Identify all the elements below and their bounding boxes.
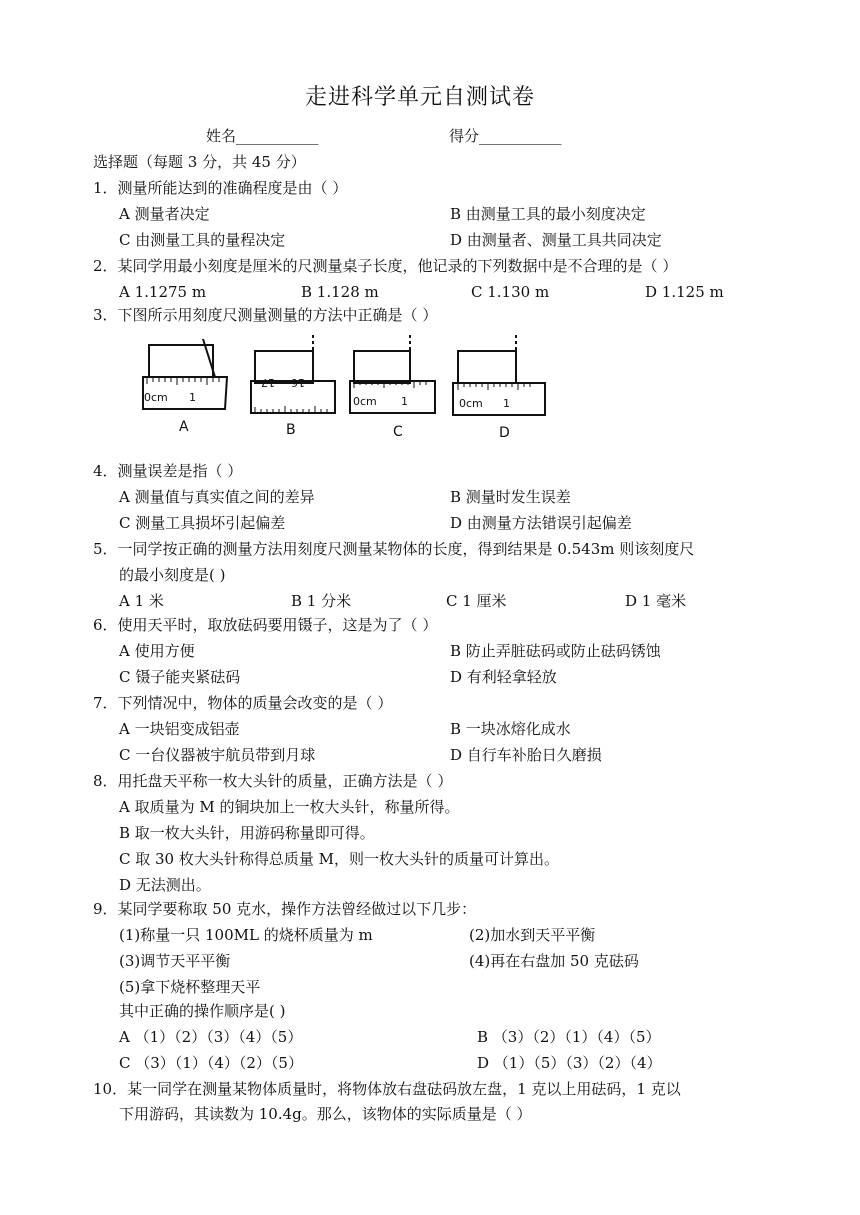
figure-label-a: A: [179, 419, 189, 435]
q1-option-c: C 由测量工具的量程决定: [119, 231, 286, 249]
q7-option-b: B 一块冰熔化成水: [450, 720, 571, 738]
q9-step-2: (2)加水到天平平衡: [469, 926, 596, 944]
question-5-stem-cont: 的最小刻度是( ): [119, 566, 226, 584]
q2-option-d: D 1.125 m: [645, 283, 724, 301]
figure-d-zero-label: 0cm: [459, 397, 483, 410]
question-6-stem: 6．使用天平时，取放砝码要用镊子，这是为了（ ）: [93, 616, 438, 634]
q4-option-c: C 测量工具损坏引起偏差: [119, 514, 286, 532]
q1-option-a: A 测量者决定: [119, 205, 210, 223]
q4-option-a: A 测量值与真实值之间的差异: [119, 488, 315, 506]
figure-a-one-label: 1: [189, 391, 196, 404]
q4-option-d: D 由测量方法错误引起偏差: [450, 514, 632, 532]
q8-option-d: D 无法测出。: [119, 876, 211, 894]
q6-option-b: B 防止弄脏砝码或防止砝码锈蚀: [450, 642, 661, 660]
question-8-stem: 8．用托盘天平称一枚大头针的质量，正确方法是（ ）: [93, 772, 453, 790]
q4-option-b: B 测量时发生误差: [450, 488, 571, 506]
figure-label-d: D: [499, 425, 510, 441]
q9-option-d: D （1）（5）（3）（2）（4）: [477, 1054, 662, 1072]
q9-step-5: (5)拿下烧杯整理天平: [119, 978, 261, 996]
question-10-stem-cont: 下用游码，其读数为 10.4g。那么，该物体的实际质量是（ ）: [119, 1105, 532, 1123]
figure-c-zero-label: 0cm: [353, 395, 377, 408]
q2-option-a: A 1.1275 m: [119, 283, 207, 301]
figure-b-seventeen-label: 17: [261, 376, 275, 389]
q7-option-d: D 自行车补胎日久磨损: [450, 746, 602, 764]
q8-option-c: C 取 30 枚大头针称得总质量 M，则一枚大头针的质量可计算出。: [119, 850, 559, 868]
q7-option-c: C 一台仪器被宇航员带到月球: [119, 746, 316, 764]
figure-d-one-label: 1: [503, 397, 510, 410]
q2-option-b: B 1.128 m: [301, 283, 379, 301]
q9-order-prompt: 其中正确的操作顺序是( ): [119, 1002, 286, 1020]
figure-c-one-label: 1: [401, 395, 408, 408]
q6-option-d: D 有利轻拿轻放: [450, 668, 557, 686]
figure-d-object: [458, 351, 516, 383]
q5-option-d: D 1 毫米: [625, 592, 687, 610]
question-9-stem: 9．某同学要称取 50 克水，操作方法曾经做过以下几步：: [93, 900, 477, 918]
question-1-stem: 1．测量所能达到的准确程度是由（ ）: [93, 179, 348, 197]
q5-option-c: C 1 厘米: [446, 592, 507, 610]
figure-b-sixteen-label: 16: [291, 376, 305, 389]
figure-c-object: [354, 351, 410, 383]
section-heading: 选择题（每题 3 分，共 45 分）: [93, 153, 306, 171]
figure-a-object: [149, 345, 213, 377]
figure-label-b: B: [286, 422, 296, 438]
q9-option-b: B （3）（2）（1）（4）（5）: [477, 1028, 661, 1046]
name-field-label: 姓名___________: [206, 127, 319, 145]
question-4-stem: 4．测量误差是指（ ）: [93, 462, 243, 480]
question-10-stem: 10．某一同学在测量某物体质量时，将物体放右盘砝码放左盘，1 克以上用砝码，1 克以: [93, 1080, 681, 1098]
q7-option-a: A 一块铝变成铝壶: [119, 720, 240, 738]
q9-option-c: C （3）（1）（4）（2）（5）: [119, 1054, 303, 1072]
question-5-stem: 5．一同学按正确的测量方法用刻度尺测量某物体的长度，得到结果是 0.543m 则该刻度尺: [93, 540, 695, 558]
q9-step-4: (4)再在右盘加 50 克砝码: [469, 952, 639, 970]
q2-option-c: C 1.130 m: [471, 283, 550, 301]
q6-option-a: A 使用方便: [119, 642, 195, 660]
figure-label-c: C: [393, 424, 403, 440]
page-title: 走进科学单元自测试卷: [305, 85, 536, 110]
q9-step-1: (1)称量一只 100ML 的烧杯质量为 m: [119, 926, 373, 944]
question-2-stem: 2．某同学用最小刻度是厘米的尺测量桌子长度，他记录的下列数据中是不合理的是（ ）: [93, 257, 678, 275]
figure-a-zero-label: 0cm: [144, 391, 168, 404]
q5-option-a: A 1 米: [119, 592, 164, 610]
q8-option-a: A 取质量为 M 的铜块加上一枚大头针，称量所得。: [119, 798, 460, 816]
question-3-stem: 3．下图所示用刻度尺测量测量的方法中正确是（ ）: [93, 306, 438, 324]
q9-step-3: (3)调节天平平衡: [119, 952, 231, 970]
score-field-label: 得分___________: [449, 127, 562, 145]
q6-option-c: C 镊子能夹紧砝码: [119, 668, 241, 686]
question-7-stem: 7．下列情况中，物体的质量会改变的是（ ）: [93, 694, 393, 712]
q5-option-b: B 1 分米: [291, 592, 352, 610]
q9-option-a: A （1）（2）（3）（4）（5）: [119, 1028, 303, 1046]
ruler-figure: [135, 333, 555, 445]
q1-option-b: B 由测量工具的最小刻度决定: [450, 205, 646, 223]
q8-option-b: B 取一枚大头针，用游码称量即可得。: [119, 824, 375, 842]
q1-option-d: D 由测量者、测量工具共同决定: [450, 231, 662, 249]
